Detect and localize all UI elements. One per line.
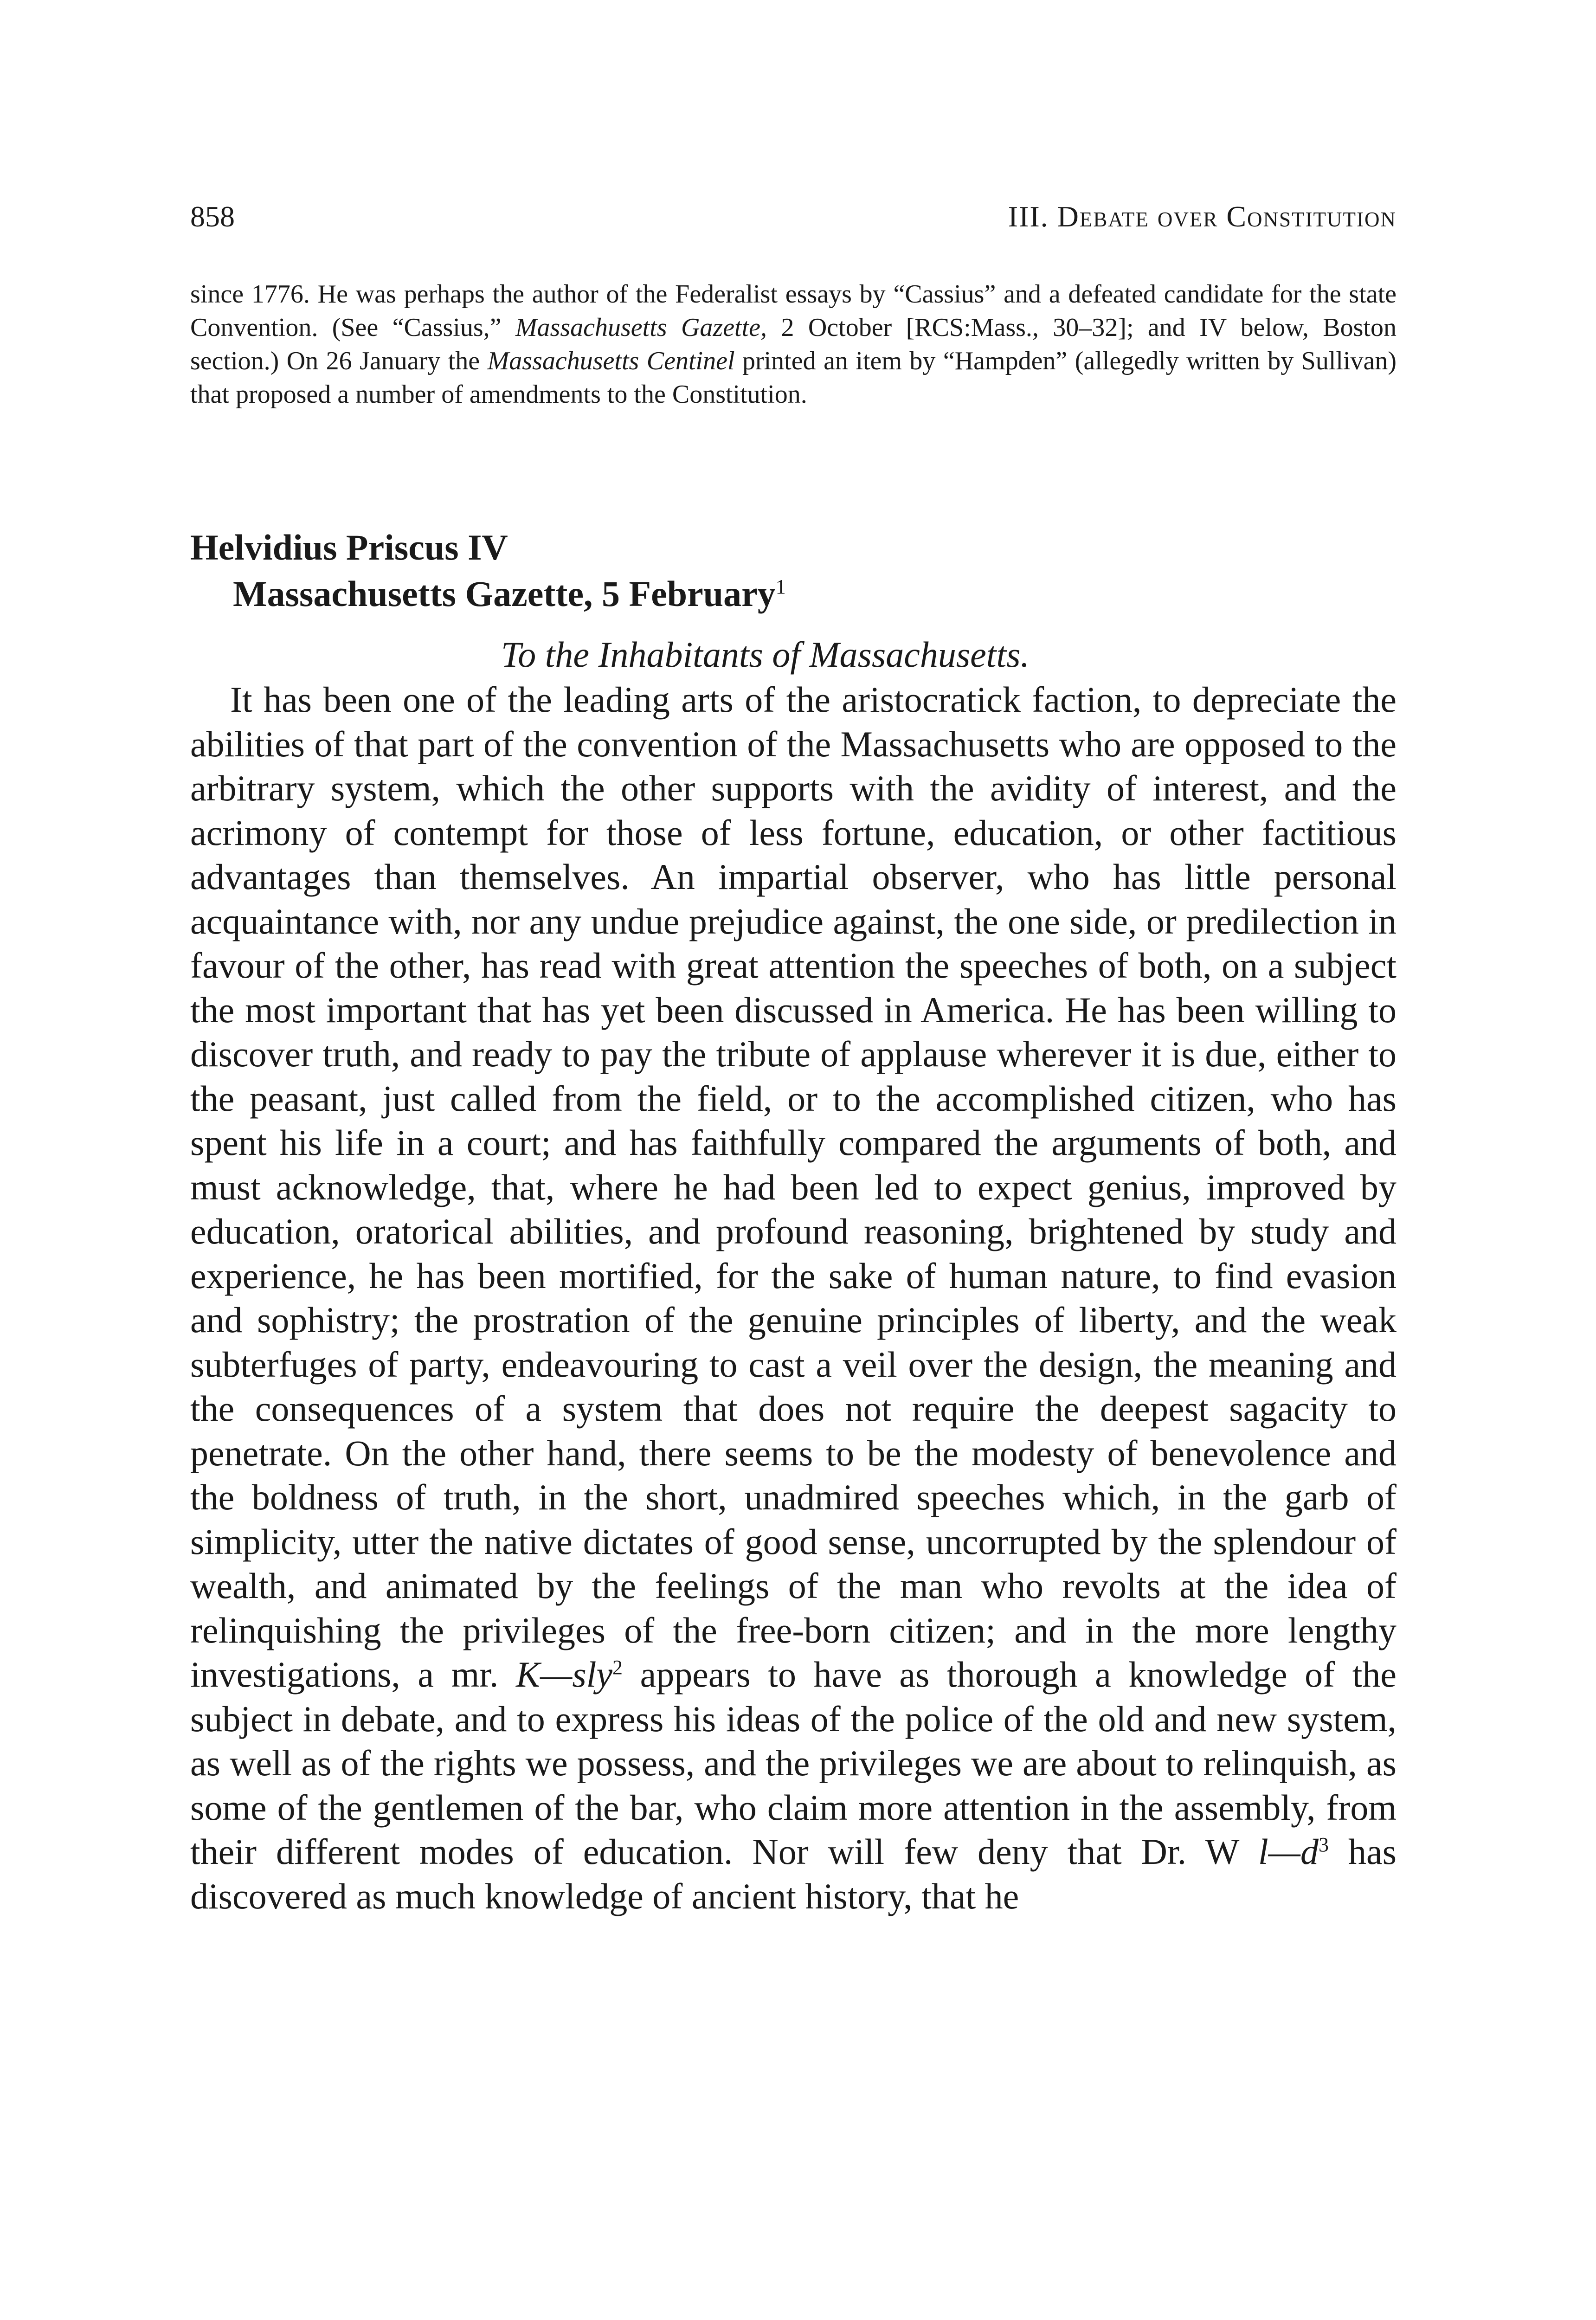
article-source <box>190 571 1396 617</box>
editorial-note-paragraph <box>190 277 1396 411</box>
footnote-ref-3: 3 <box>1319 1833 1329 1856</box>
editorial-note <box>190 277 1396 411</box>
body-paragraph <box>190 677 1396 1918</box>
note-newspaper-1: Massachusetts Gazette, <box>515 313 767 342</box>
note-newspaper-2: Massachusetts Centinel <box>487 347 735 375</box>
page-header <box>190 200 1396 237</box>
body-text-a: It has been one of the leading arts of the aristocratick faction, to depreciate the abilities of that part of the convention of the Massachusetts who are opposed to the arbitrary system, which the other supports with the avidity of interest, and the acrimony of contempt for those of less fortune, education, or other factitious advantages than themselves. An impartial observer, who has little personal acquaintance with, nor any undue prejudice against, the one side, or predilection in favour of the other, has read with great attention the speeches of both, on a subject the most important that has yet been discussed in America. He has been willing to discover truth, and ready to pay the tribute of applause wherever it is due, either to the peasant, just called from the field, or to the accomplished citizen, who has spent his life in a court; and has faithfully compared the arguments of both, and must acknowledge, that, where he had been led to expect genius, improved by education, oratorical abilities, and profound reasoning, brightened by study and experience, he has been mortified, for the sake of human nature, to find evasion and sophistry; the prostration of the genuine principles of liberty, and the weak subterfuges of party, endeavouring to cast a veil over the design, the meaning and the consequences of a system that does not require the deepest sagacity to penetrate. On the other hand, there seems to be the modesty of benevolence and the boldness of truth, in the short, unadmired speeches which, in the garb of simplicity, utter the native dictates of good sense, uncorrupted by the splendour of wealth, and animated by the feelings of the man who revolts at the idea of relinquishing the privileges of the free-born citizen; and in the more lengthy investigations, a mr. <box>190 679 1396 1695</box>
note-text-1: since 1776. He was perhaps the author of the Federalist essays by “Cassius” and a defeated candidate for the state Convention. (See “Cassius,” <box>190 280 1396 342</box>
running-head: III. Debate over Constitution <box>1008 200 1396 233</box>
salutation: To the Inhabitants of Massachusetts. <box>501 634 1030 675</box>
article-heading <box>190 524 1396 617</box>
article-source-text: Massachusetts Gazette, 5 February <box>233 574 776 614</box>
article-title: Helvidius Priscus IV <box>190 527 508 567</box>
note-text-3: printed an item by “Hampden” (allegedly written by Sullivan) that proposed a number of amendments to the Constitution. <box>190 347 1397 409</box>
name-wld: l—d <box>1258 1831 1319 1872</box>
body-text-b: appears to have as thorough a knowledge of the subject in debate, and to express his ideas of the police of the old and new system, as well as of the rights we possess, and the privileges we are about to relinquish, as some of the gentlemen of the bar, who claim more attention in the assembly, from their different modes of education. Nor will few deny that Dr. W <box>190 1654 1396 1872</box>
article-body <box>190 677 1396 1918</box>
name-ksly: K—sly <box>515 1654 613 1695</box>
note-text-2: 2 October [RCS:Mass., 30–32]; and IV below, Boston section.) On 26 January the <box>190 313 1396 375</box>
footnote-ref-2: 2 <box>612 1656 623 1679</box>
page-number: 858 <box>190 200 235 233</box>
footnote-ref-1: 1 <box>775 575 786 598</box>
body-text-c: has discovered as much knowledge of ancient history, that he <box>190 1831 1396 1916</box>
